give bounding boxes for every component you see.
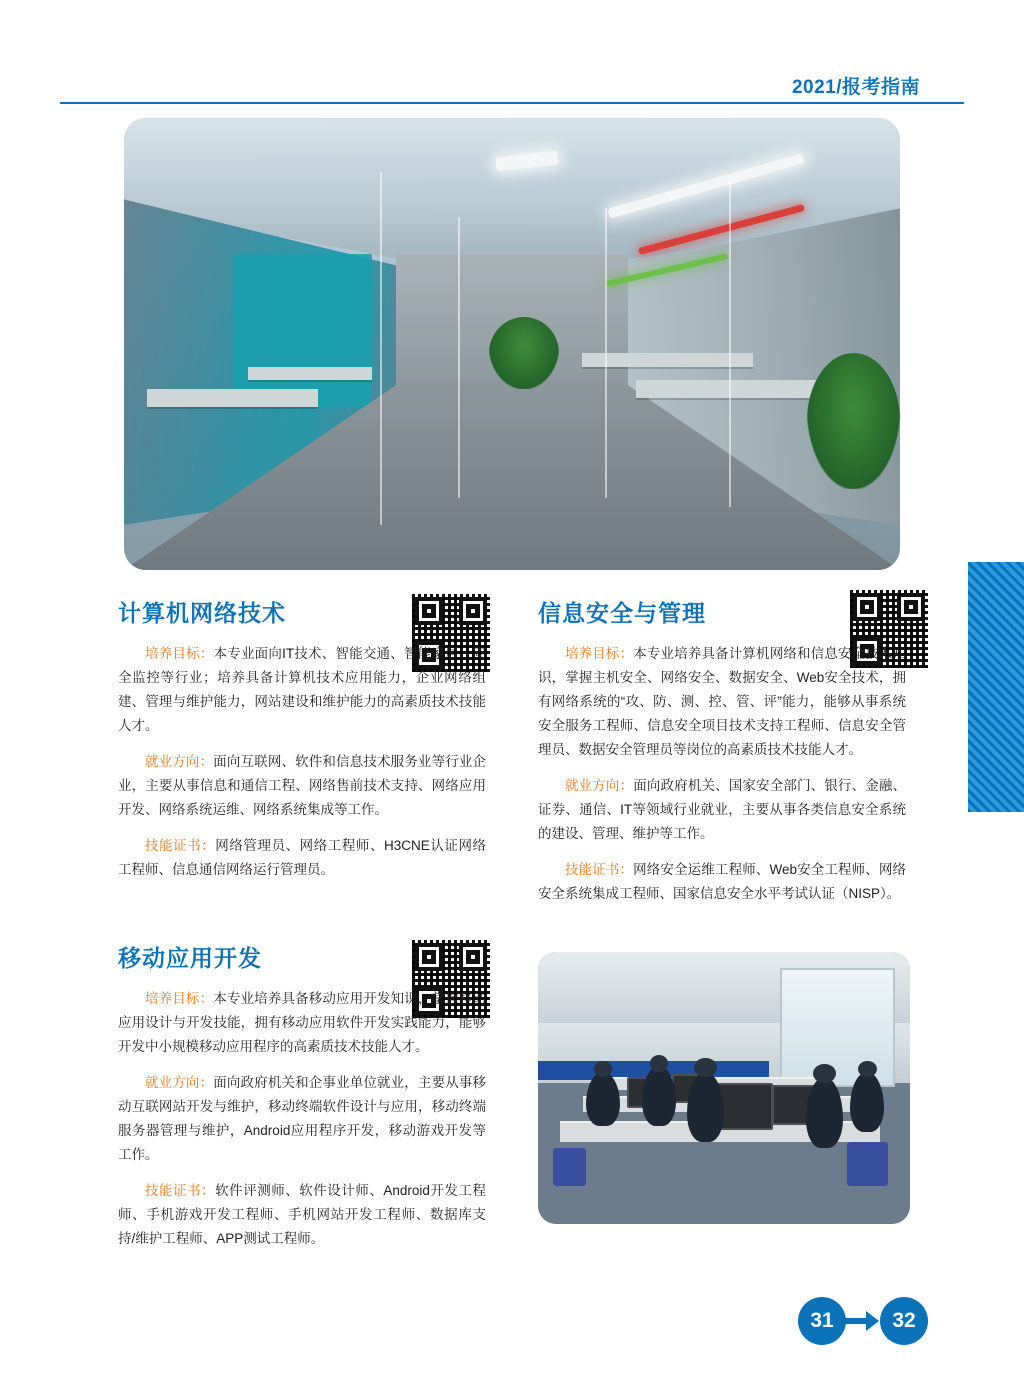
page-number-right: 32 (880, 1297, 928, 1345)
paragraph-label: 培养目标： (145, 645, 214, 661)
decorative-mesh-block (968, 562, 1024, 812)
paragraph-text: 本专业面向IT技术、智能交通、智能家居、安全监控等行业；培养具备计算机技术应用能力，企业网络组建、管理与维护能力，网站建设和维护能力的高素质技术技能人才。 (118, 645, 487, 733)
paragraph-label: 技能证书： (565, 861, 634, 877)
section-paragraph (118, 834, 486, 882)
glass-partition-frame (380, 172, 382, 525)
paragraph-text: 网络安全运维工程师、Web安全工程师、网络安全系统集成工程师、国家信息安全水平考试认证（NISP）。 (538, 861, 907, 901)
section-paragraph (538, 774, 906, 846)
section-paragraph (118, 1071, 486, 1167)
lab-student (806, 1077, 843, 1148)
page-number-left: 31 (798, 1297, 846, 1345)
paragraph-text: 面向互联网、软件和信息技术服务业等行业企业，主要从事信息和通信工程、网络售前技术支持、网络应用开发、网络系统运维、网络系统集成等工作。 (118, 753, 487, 817)
office-desk (582, 353, 753, 367)
potted-plant (807, 353, 900, 489)
lab-chair (553, 1148, 586, 1186)
campus-office-corridor-photo (124, 118, 900, 570)
lab-chair (847, 1142, 888, 1186)
office-desk (147, 389, 318, 407)
section-title: 移动应用开发 (118, 945, 262, 971)
page-header-title: 2021/报考指南 (791, 77, 920, 98)
lab-student-head (813, 1064, 835, 1083)
section-paragraph (538, 858, 906, 906)
photo-teal-wall (233, 254, 373, 408)
section-title: 计算机网络技术 (118, 600, 286, 626)
glass-partition-frame (458, 217, 460, 497)
section-computer-network-technology (118, 600, 486, 894)
paragraph-label: 技能证书： (145, 837, 216, 853)
glass-partition-frame (729, 181, 731, 506)
office-desk (248, 367, 372, 381)
paragraph-label: 技能证书： (145, 1182, 216, 1198)
lab-student-head (694, 1058, 716, 1077)
section-paragraph (118, 1179, 486, 1251)
page-number-group (798, 1297, 928, 1345)
section-mobile-application-development (118, 945, 486, 1263)
paragraph-text: 本专业培养具备移动应用开发知识，掌握移动应用设计与开发技能，拥有移动应用软件开发实践能力，能够开发中小规模移动应用程序的高素质技术技能人才。 (118, 990, 487, 1054)
section-title: 信息安全与管理 (538, 600, 706, 626)
paragraph-label: 就业方向： (145, 1074, 214, 1090)
paragraph-text: 面向政府机关、国家安全部门、银行、金融、证券、通信、IT等领域行业就业，主要从事各类信息安全系统的建设、管理、维护等工作。 (538, 777, 907, 841)
section-paragraph (538, 642, 906, 762)
section-paragraph (118, 987, 486, 1059)
section-information-security-and-management (538, 600, 906, 918)
paragraph-label: 培养目标： (565, 645, 634, 661)
potted-plant (489, 317, 559, 389)
computer-lab-classroom-photo (538, 952, 910, 1224)
paragraph-label: 就业方向： (145, 753, 214, 769)
lab-student-head (858, 1061, 877, 1077)
section-paragraph (118, 642, 486, 738)
arrow-right-icon (846, 1297, 880, 1345)
paragraph-text: 网络管理员、网络工程师、H3CNE认证网络工程师、信息通信网络运行管理员。 (118, 837, 486, 877)
section-paragraph (118, 750, 486, 822)
paragraph-text: 软件评测师、软件设计师、Android开发工程师、手机游戏开发工程师、手机网站开发工程师、数据库支持/维护工程师、APP测试工程师。 (118, 1182, 487, 1246)
paragraph-label: 培养目标： (145, 990, 214, 1006)
paragraph-text: 本专业培养具备计算机网络和信息安全技术知识，掌握主机安全、网络安全、数据安全、Web安全技术，拥有网络系统的“攻、防、测、控、管、评”能力，能够从事系统安全服务工程师、信息安全项目技术支持工程师、信息安全管理员、数据安全管理员等岗位的高素质技术技能人才。 (538, 645, 907, 757)
lab-student-head (650, 1055, 669, 1071)
glass-partition-frame (605, 208, 607, 497)
lab-student (642, 1066, 675, 1126)
paragraph-label: 就业方向： (565, 777, 634, 793)
header-divider (60, 102, 964, 104)
paragraph-text: 面向政府机关和企事业单位就业，主要从事移动互联网站开发与维护，移动终端软件设计与应用，移动终端服务器管理与维护，Android应用程序开发，移动游戏开发等工作。 (118, 1074, 487, 1162)
lab-window (780, 968, 896, 1086)
